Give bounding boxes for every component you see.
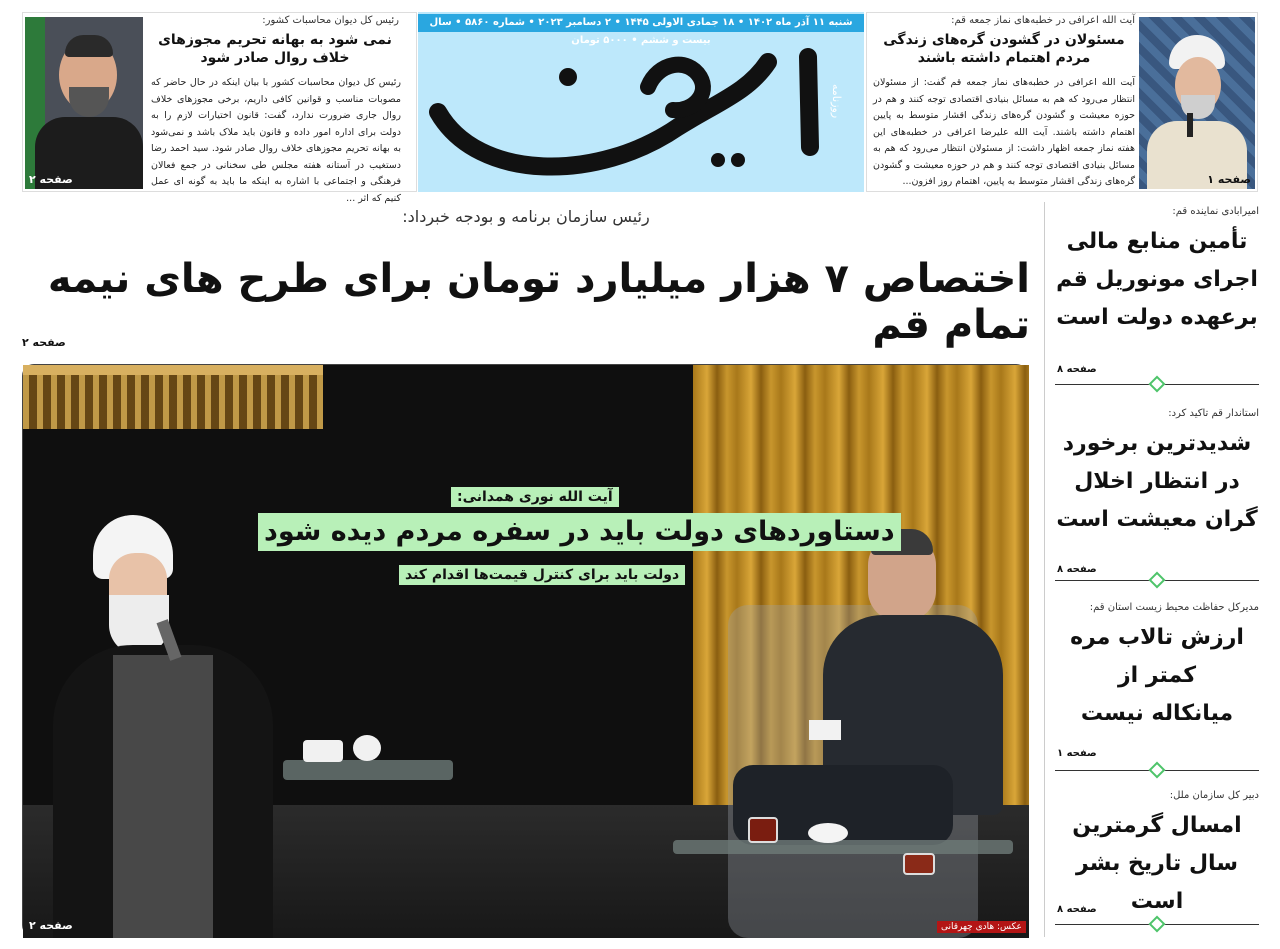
page-ref: صفحه ۸ [1057, 904, 1097, 915]
portrait-photo-left [25, 17, 143, 189]
headline-kicker: رئیس سازمان برنامه و بودجه خبرداد: [402, 207, 650, 226]
sidebar-divider [1055, 764, 1259, 776]
headline-line-1: نمی شود به بهانه تحریم مجوزهای [158, 32, 392, 48]
sidebar-headline: شدیدترین برخورد در انتظار اخلال گران معیشت است [1056, 431, 1258, 532]
sidebar-kicker: استاندار قم تاکید کرد: [1168, 408, 1259, 419]
headline-line-1: مسئولان در گشودن گره‌های زندگی [883, 32, 1125, 48]
page-ref: صفحه ۲ [29, 919, 73, 932]
photo-quote-subtitle: دولت باید برای کنترل قیمت‌ها اقدام کند [399, 565, 685, 585]
article-body: رئیس کل دیوان محاسبات کشور با بیان اینکه در حال حاضر که مصوبات مناسب و قوانین کافی داریم، برخی مجوزهای خلاف روال جاری ضرورت ندارد، گفت: قانون اختیارات لازم را به دولت برای اداره امور داده و قانون باید ملاک باشد و نمی‌شود به بهانه تحریم مجوزهای خلاف روال صادر شود. سید احمد رضا دستغیب در آستانه هفته مجلس طی سخنانی در جمع فعالان فرهنگی و اجتماعی با اشاره به اینکه ما باید به گونه ای عمل کنیم که اثر ... [151, 77, 401, 204]
sidebar-story-4 [1055, 790, 1259, 922]
sidebar-kicker: امیرابادی نماینده قم: [1172, 206, 1259, 217]
sidebar-story-1 [1055, 206, 1259, 378]
photo-quote-kicker: آیت الله نوری همدانی: [451, 487, 619, 507]
date-line: شنبه ۱۱ آذر ماه ۱۴۰۲ • ۱۸ جمادی الاولی ۱۴۴۵ • ۲ دسامبر ۲۰۲۳ • شماره ۵۸۶۰ • سال بیست و ششم • ۵۰۰۰ تومان [418, 14, 864, 32]
top-right-news-box [866, 12, 1258, 192]
main-headline: اختصاص ۷ هزار میلیارد تومان برای طرح های نیمه تمام قم [47, 256, 1030, 348]
page-ref: صفحه ۸ [1057, 564, 1097, 575]
tea-table [673, 840, 1013, 854]
photo-quote-title: دستاوردهای دولت باید در سفره مردم دیده شود [258, 513, 901, 551]
kicker: آیت الله اعرافی در خطبه‌های نماز جمعه قم: [951, 15, 1135, 26]
sidebar-kicker: دبیر کل سازمان ملل: [1169, 790, 1259, 801]
sidebar-kicker: مدیرکل حفاظت محیط زیست استان قم: [1089, 602, 1259, 613]
sidebar-headline: امسال گرمترین سال تاریخ بشر است [1072, 813, 1242, 914]
headline-line-2: مردم اهتمام داشته باشند [917, 50, 1091, 66]
photo-credit: عکس: هادی چهرقانی [937, 921, 1026, 933]
page-ref: صفحه ۲ [22, 336, 66, 349]
sidebar-divider [1055, 574, 1259, 586]
logo-subtitle: روزنامه [830, 84, 843, 119]
sidebar-story-3 [1055, 602, 1259, 768]
sidebar [1044, 202, 1260, 937]
sidebar-headline: تأمین منابع مالی اجرای مونوریل قم برعهده دولت است [1056, 229, 1258, 330]
main-photo [22, 364, 1028, 937]
headline-line-2: خلاف روال صادر شود [200, 50, 350, 66]
page-ref: صفحه ۱ [1207, 173, 1251, 186]
glass-table [283, 760, 453, 780]
sidebar-divider [1055, 378, 1259, 390]
sidebar-headline: ارزش تالاب مره کمتر از میانکاله نیست [1070, 625, 1244, 726]
top-left-news-box [22, 12, 417, 204]
page-ref: صفحه ۸ [1057, 364, 1097, 375]
article-body: آیت الله اعرافی در خطبه‌های نماز جمعه قم گفت: از مسئولان انتظار می‌رود که هم به مسائل بنیادی اقتصادی توجه کنند و هم در حوزه معیشت و گشودن گره‌های زندگی اقشار متوسط به پایین اهتمام داشته باشند. آیت الله علیرضا اعرافی در خطبه‌های این هفته نماز جمعه اظهار داشت: از مسئولان انتظار می‌رود که هم به مسائل بنیادی اقتصادی توجه کنند و هم در حوزه معیشت و گشودن گره‌های زندگی اقشار متوسط به پایین، اهتمام روز افزون... [873, 77, 1135, 187]
masthead [418, 12, 864, 192]
newspaper-logo [418, 32, 864, 192]
sidebar-story-2 [1055, 408, 1259, 576]
portrait-photo-right [1139, 17, 1255, 189]
page-ref: صفحه ۲ [29, 173, 73, 186]
page-ref: صفحه ۱ [1057, 748, 1097, 759]
kicker: رئیس کل دیوان محاسبات کشور: [262, 15, 399, 26]
sidebar-divider [1055, 918, 1259, 930]
